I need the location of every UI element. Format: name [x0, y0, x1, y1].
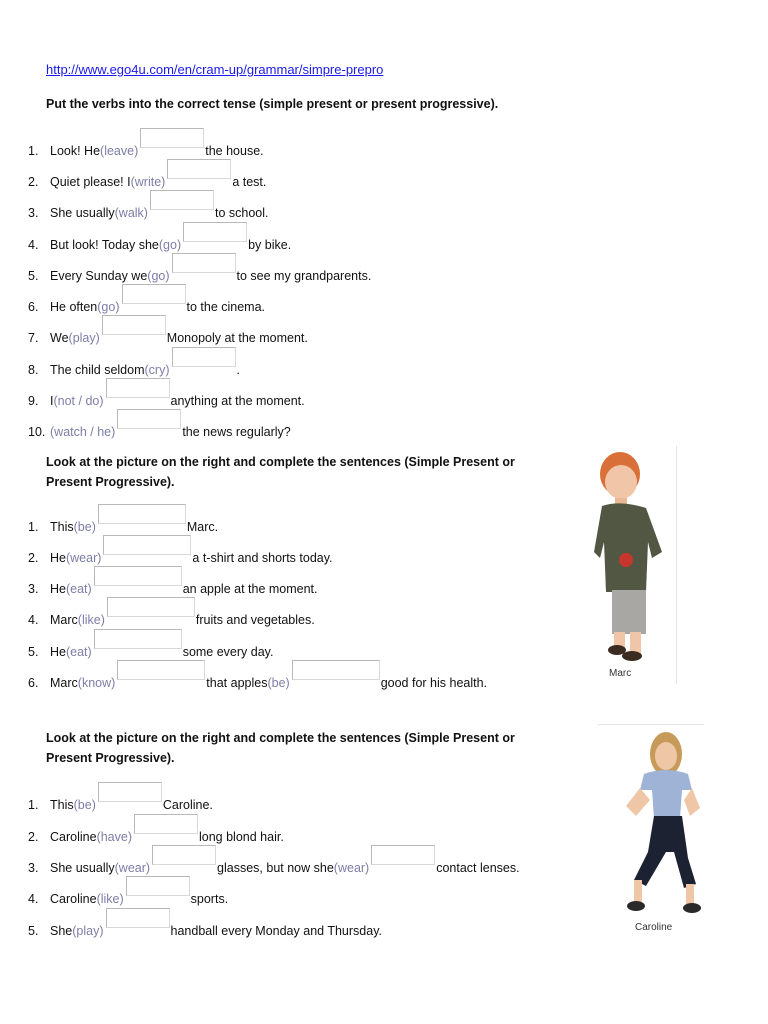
answer-field[interactable]	[106, 378, 170, 398]
item-text: This	[50, 520, 74, 534]
item-number: 1.	[28, 798, 39, 812]
item-text: She usually	[50, 861, 115, 875]
answer-field[interactable]	[292, 660, 380, 680]
answer-field[interactable]	[106, 908, 170, 928]
caroline-caption: Caroline	[635, 922, 673, 933]
verb-hint: (know)	[77, 676, 116, 690]
item-text: She usually	[50, 206, 115, 220]
exercise-item	[28, 386, 305, 408]
item-number: 5.	[28, 645, 39, 659]
item-text: Marc	[50, 613, 78, 627]
verb-hint: (not / do)	[53, 394, 104, 408]
item-number: 2.	[28, 551, 39, 565]
exercise-item	[28, 323, 308, 345]
exercise-item	[28, 574, 318, 596]
exercise-item	[28, 884, 228, 906]
answer-field[interactable]	[126, 876, 190, 896]
item-text: by bike.	[248, 238, 292, 252]
verb-hint: (have)	[96, 830, 132, 844]
item-text: He	[50, 551, 66, 565]
verb-hint: (like)	[77, 613, 105, 627]
item-text: some every day.	[182, 645, 274, 659]
item-number: 7.	[28, 331, 39, 345]
item-text: the house.	[205, 144, 264, 158]
verb-hint: (play)	[68, 331, 100, 345]
item-text: anything at the moment.	[170, 394, 305, 408]
answer-field[interactable]	[117, 660, 205, 680]
item-text: glasses, but now she	[217, 861, 334, 875]
verb-hint: (eat)	[65, 582, 92, 596]
item-text: But look! Today she	[50, 238, 159, 252]
item-text: Caroline	[50, 830, 97, 844]
exercise-item	[28, 167, 266, 189]
exercise-item	[28, 853, 520, 875]
answer-field[interactable]	[103, 535, 191, 555]
answer-field[interactable]	[94, 629, 182, 649]
item-text: Caroline	[50, 892, 97, 906]
picture-divider	[598, 724, 704, 725]
item-number: 3.	[28, 206, 39, 220]
item-text: Every Sunday we	[50, 269, 148, 283]
answer-field[interactable]	[172, 253, 236, 273]
exercise-item	[28, 292, 265, 314]
answer-field[interactable]	[172, 347, 236, 367]
answer-field[interactable]	[152, 845, 216, 865]
item-text: good for his health.	[380, 676, 488, 690]
marc-caption: Marc	[609, 668, 632, 679]
item-text: handball every Monday and Thursday.	[170, 924, 382, 938]
item-text: that apples	[206, 676, 268, 690]
item-text: Caroline.	[162, 798, 213, 812]
item-text: He	[50, 645, 66, 659]
verb-hint: (like)	[96, 892, 124, 906]
verb-hint: (wear)	[333, 861, 370, 875]
item-text: a test.	[232, 175, 267, 189]
exercise-item	[28, 605, 315, 627]
exercise-item	[28, 790, 213, 812]
section1-instruction: Put the verbs into the correct tense (simple present or present progressive).	[46, 97, 499, 111]
item-text: .	[236, 363, 240, 377]
verb-hint: (be)	[267, 676, 290, 690]
exercise-item	[28, 822, 284, 844]
item-text: a t-shirt and shorts today.	[192, 551, 333, 565]
item-text: He	[50, 582, 66, 596]
item-number: 1.	[28, 144, 39, 158]
exercise-item	[28, 668, 487, 690]
item-text: Marc	[50, 676, 78, 690]
item-text: long blond hair.	[199, 830, 284, 844]
verb-hint: (watch / he)	[50, 425, 116, 439]
item-text: We	[50, 331, 69, 345]
item-text: This	[50, 798, 74, 812]
item-text: Look! He	[50, 144, 101, 158]
section3-instruction: Look at the picture on the right and complete the sentences (Simple Present or Present Progressive).	[46, 731, 515, 765]
item-text: He often	[50, 300, 98, 314]
verb-hint: (eat)	[65, 645, 92, 659]
verb-hint: (write)	[130, 175, 166, 189]
item-text: to see my grandparents.	[236, 269, 372, 283]
item-text: fruits and vegetables.	[195, 613, 315, 627]
item-number: 1.	[28, 520, 39, 534]
answer-field[interactable]	[134, 814, 198, 834]
item-text: contact lenses.	[436, 861, 520, 875]
exercise-item	[28, 136, 264, 158]
verb-hint: (be)	[73, 798, 96, 812]
verb-hint: (go)	[158, 238, 182, 252]
item-text: The child seldom	[50, 363, 145, 377]
girl-illustration	[600, 728, 704, 924]
verb-hint: (wear)	[65, 551, 102, 565]
exercise-item	[28, 512, 218, 534]
caroline-picture	[600, 728, 704, 924]
answer-field[interactable]	[117, 409, 181, 429]
verb-hint: (leave)	[100, 144, 139, 158]
item-text: to the cinema.	[186, 300, 266, 314]
answer-field[interactable]	[167, 159, 231, 179]
verb-hint: (go)	[97, 300, 120, 314]
verb-hint: (wear)	[114, 861, 151, 875]
boy-illustration	[590, 446, 676, 684]
answer-field[interactable]	[102, 315, 166, 335]
item-number: 3.	[28, 582, 39, 596]
answer-field[interactable]	[98, 504, 186, 524]
item-text: the news regularly?	[182, 425, 291, 439]
exercise-item	[28, 543, 333, 565]
item-text: to school.	[214, 206, 269, 220]
verb-hint: (play)	[72, 924, 104, 938]
marc-picture	[590, 446, 677, 684]
item-text: sports.	[190, 892, 229, 906]
item-text: I	[50, 394, 54, 408]
exercise-item	[28, 198, 268, 220]
item-number: 9.	[28, 394, 39, 408]
item-text: an apple at the moment.	[182, 582, 318, 596]
item-number: 6.	[28, 676, 39, 690]
item-number: 4.	[28, 238, 39, 252]
item-number: 4.	[28, 892, 39, 906]
section2-instruction: Look at the picture on the right and complete the sentences (Simple Present or Present Progressive).	[46, 455, 515, 489]
item-number: 4.	[28, 613, 39, 627]
exercise-item	[28, 230, 291, 252]
verb-hint: (walk)	[114, 206, 148, 220]
item-number: 6.	[28, 300, 39, 314]
exercise-item	[28, 916, 382, 938]
item-number: 10.	[28, 425, 46, 439]
item-text: She	[50, 924, 73, 938]
item-number: 5.	[28, 269, 39, 283]
item-text: Quiet please! I	[50, 175, 131, 189]
answer-field[interactable]	[122, 284, 186, 304]
verb-hint: (go)	[147, 269, 170, 283]
source-link[interactable]: http://www.ego4u.com/en/cram-up/grammar/simpre-prepro	[46, 62, 384, 77]
exercise-item	[28, 417, 291, 439]
answer-field[interactable]	[183, 222, 247, 242]
item-number: 2.	[28, 175, 39, 189]
verb-hint: (be)	[73, 520, 96, 534]
answer-field[interactable]	[371, 845, 435, 865]
item-text: Marc.	[186, 520, 219, 534]
answer-field[interactable]	[140, 128, 204, 148]
answer-field[interactable]	[94, 566, 182, 586]
exercise-item	[28, 637, 273, 659]
verb-hint: (cry)	[144, 363, 170, 377]
answer-field[interactable]	[107, 597, 195, 617]
item-number: 2.	[28, 830, 39, 844]
item-number: 3.	[28, 861, 39, 875]
item-number: 8.	[28, 363, 39, 377]
exercise-item	[28, 261, 371, 283]
answer-field[interactable]	[150, 190, 214, 210]
exercise-item	[28, 355, 240, 377]
answer-field[interactable]	[98, 782, 162, 802]
item-text: Monopoly at the moment.	[166, 331, 308, 345]
item-number: 5.	[28, 924, 39, 938]
